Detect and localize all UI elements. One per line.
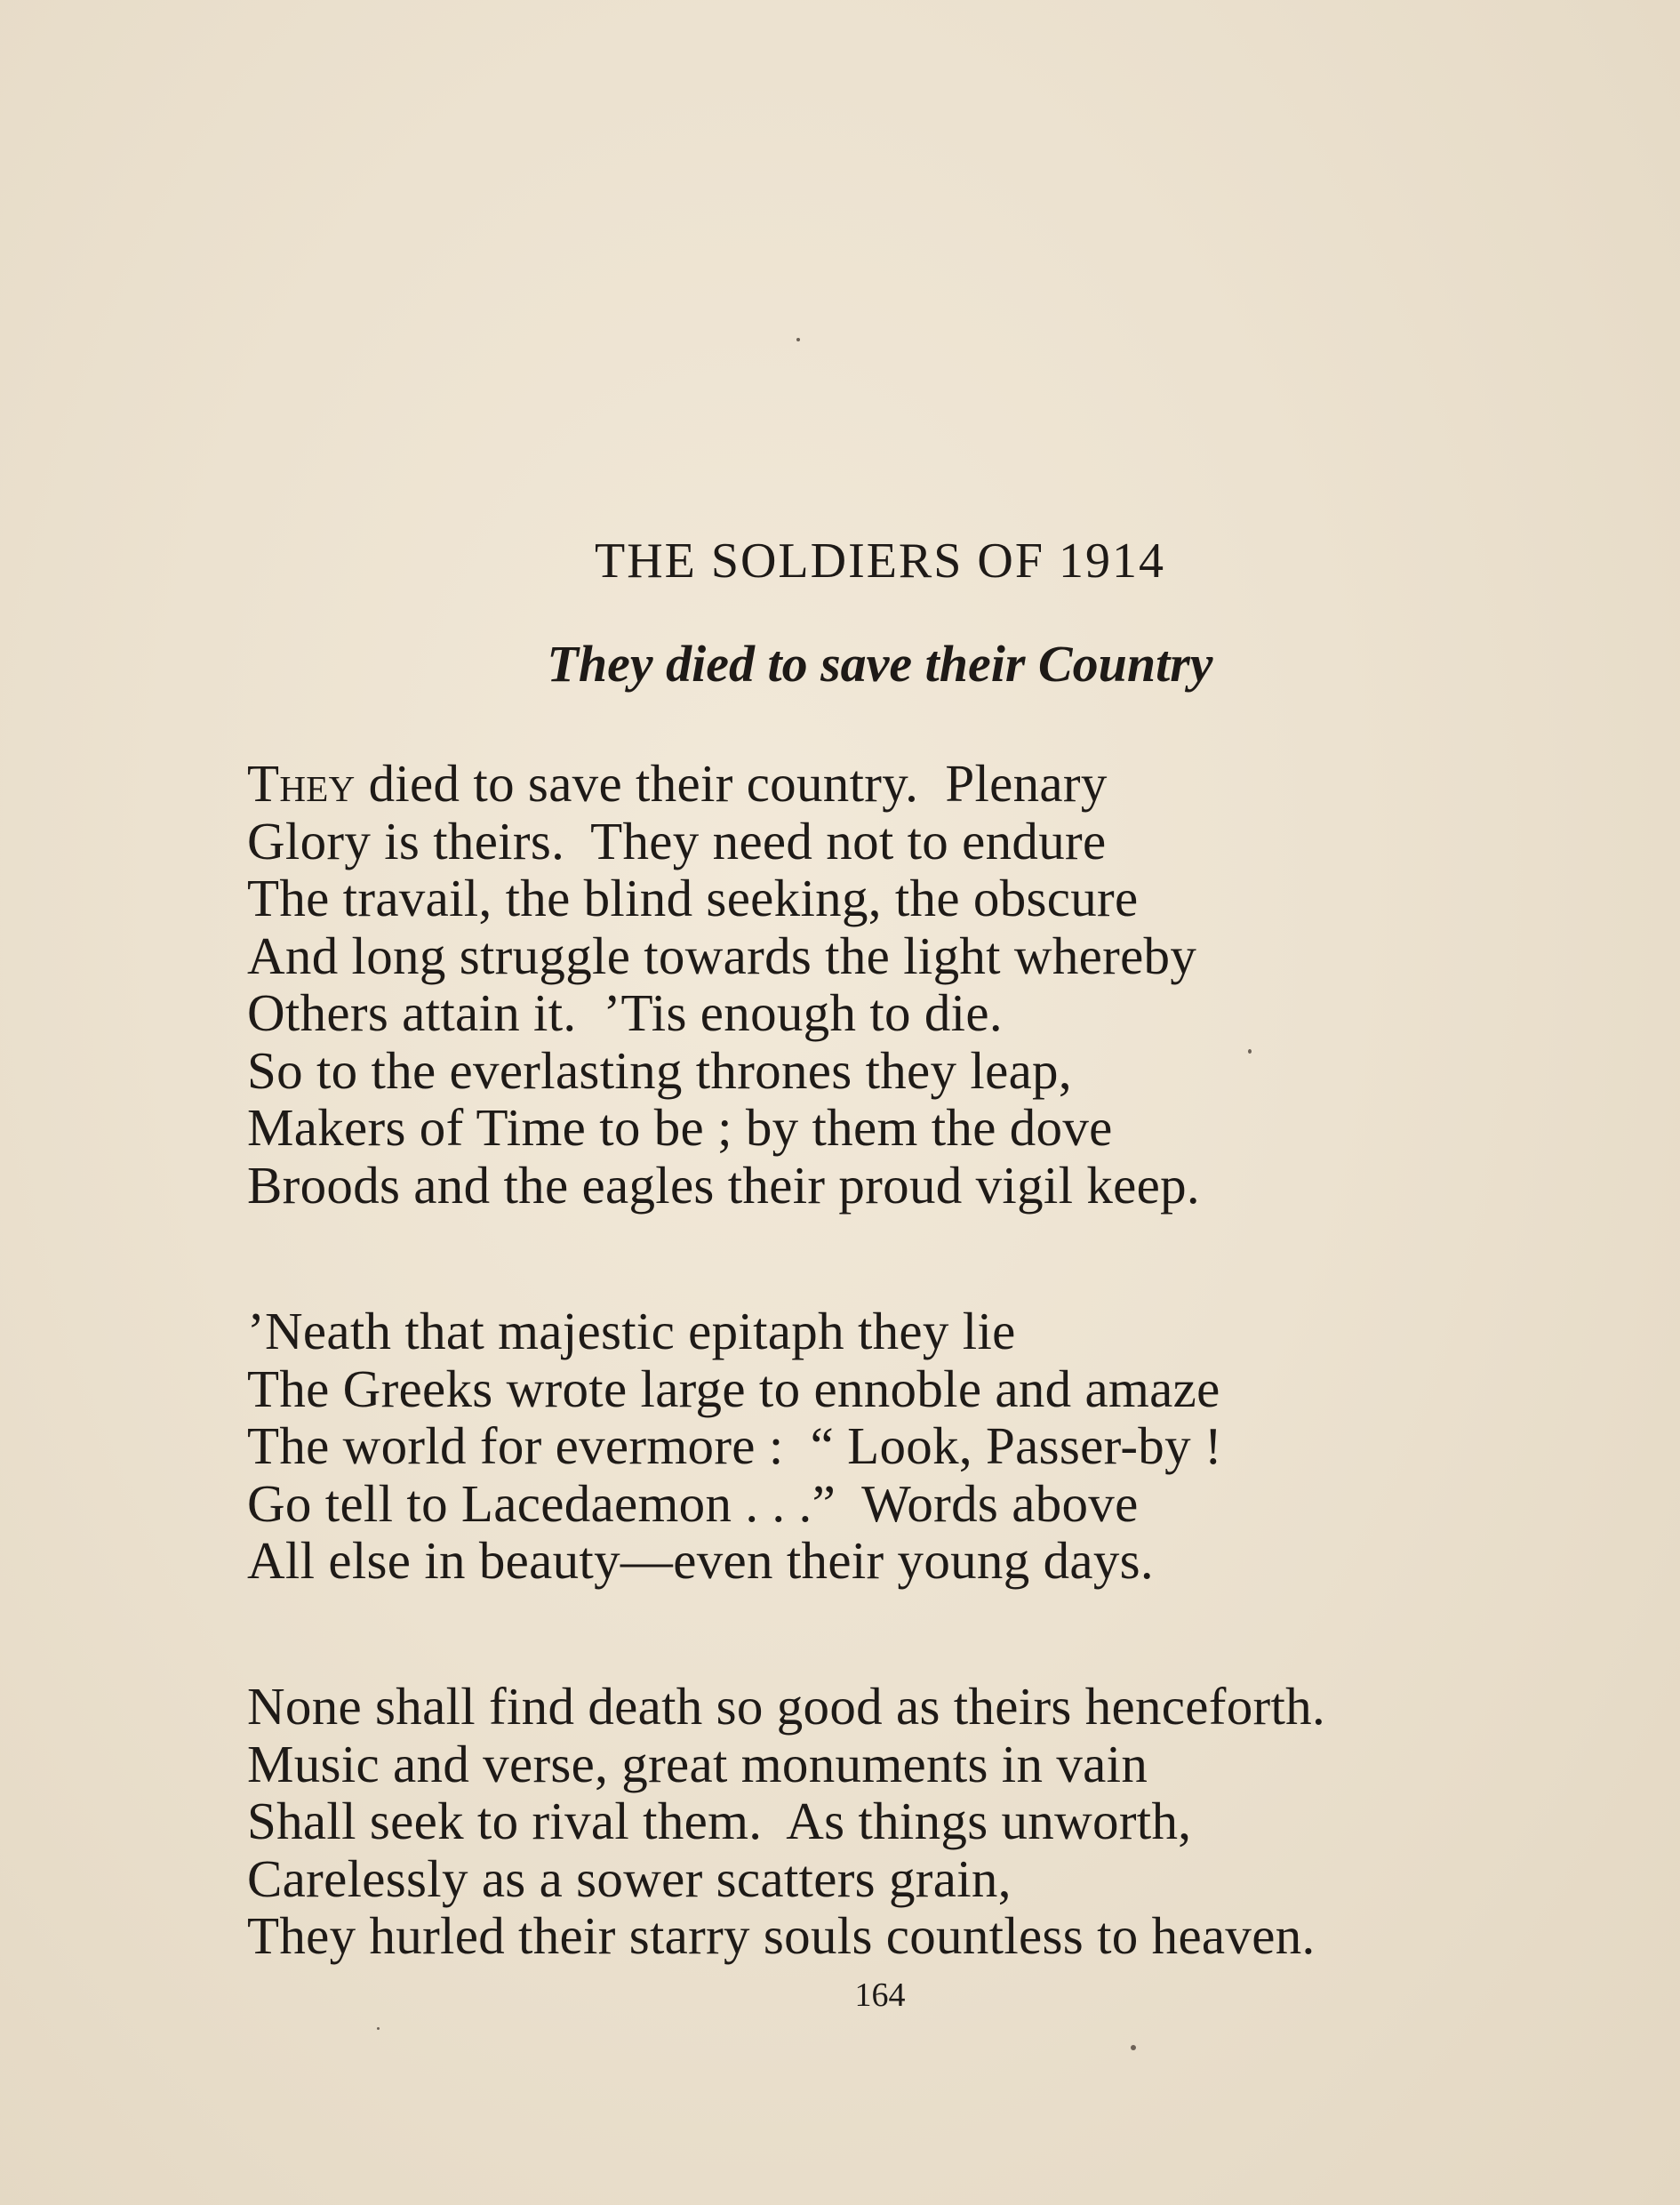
stanza-2 — [247, 1303, 1222, 1590]
stanza-1 — [247, 755, 1200, 1214]
poem-line: Broods and the eagles their proud vigil keep. — [247, 1155, 1200, 1215]
page-number: 164 — [854, 1976, 906, 2014]
paper-speck — [1248, 1049, 1252, 1054]
poem-line: They hurled their starry souls countless to heaven. — [247, 1906, 1316, 1965]
poem-title: THE SOLDIERS OF 1914 — [594, 533, 1166, 589]
poem-subtitle: They died to save their Country — [547, 635, 1213, 693]
poem-line: Makers of Time to be ; by them the dove — [247, 1098, 1113, 1157]
poem-line: The world for evermore : “ Look, Passer-by ! — [247, 1416, 1222, 1475]
poem-line: Others attain it. ’Tis enough to die. — [247, 983, 1003, 1042]
poem-line: And long struggle towards the light whereby — [247, 926, 1197, 985]
poem-line: The travail, the blind seeking, the obscure — [247, 869, 1139, 927]
poem-line: Carelessly as a sower scatters grain, — [247, 1848, 1012, 1908]
paper-speck — [796, 338, 800, 341]
poem-line: Shall seek to rival them. As things unworth, — [247, 1792, 1192, 1850]
poem-line: Go tell to Lacedaemon . . .” Words above — [247, 1473, 1139, 1533]
poem-line: Music and verse, great monuments in vain — [247, 1734, 1148, 1793]
poem-line — [247, 755, 1200, 813]
poem-line: Glory is theirs. They need not to endure — [247, 811, 1107, 870]
opening-word-small-caps: They — [247, 754, 356, 813]
paper-speck — [377, 2027, 380, 2030]
poem-line: So to the everlasting thrones they leap, — [247, 1040, 1072, 1100]
poem-line: None shall find death so good as theirs henceforth. — [247, 1677, 1326, 1736]
poem-line: ’Neath that majestic epitaph they lie — [247, 1302, 1016, 1360]
opening-line-rest: died to save their country. Plenary — [355, 754, 1108, 813]
poem-line: All else in beauty—even their young days. — [247, 1531, 1154, 1590]
stanza-3 — [247, 1678, 1325, 1965]
paper-speck — [1131, 2045, 1136, 2050]
poem-line: The Greeks wrote large to ennoble and amaze — [247, 1359, 1220, 1418]
